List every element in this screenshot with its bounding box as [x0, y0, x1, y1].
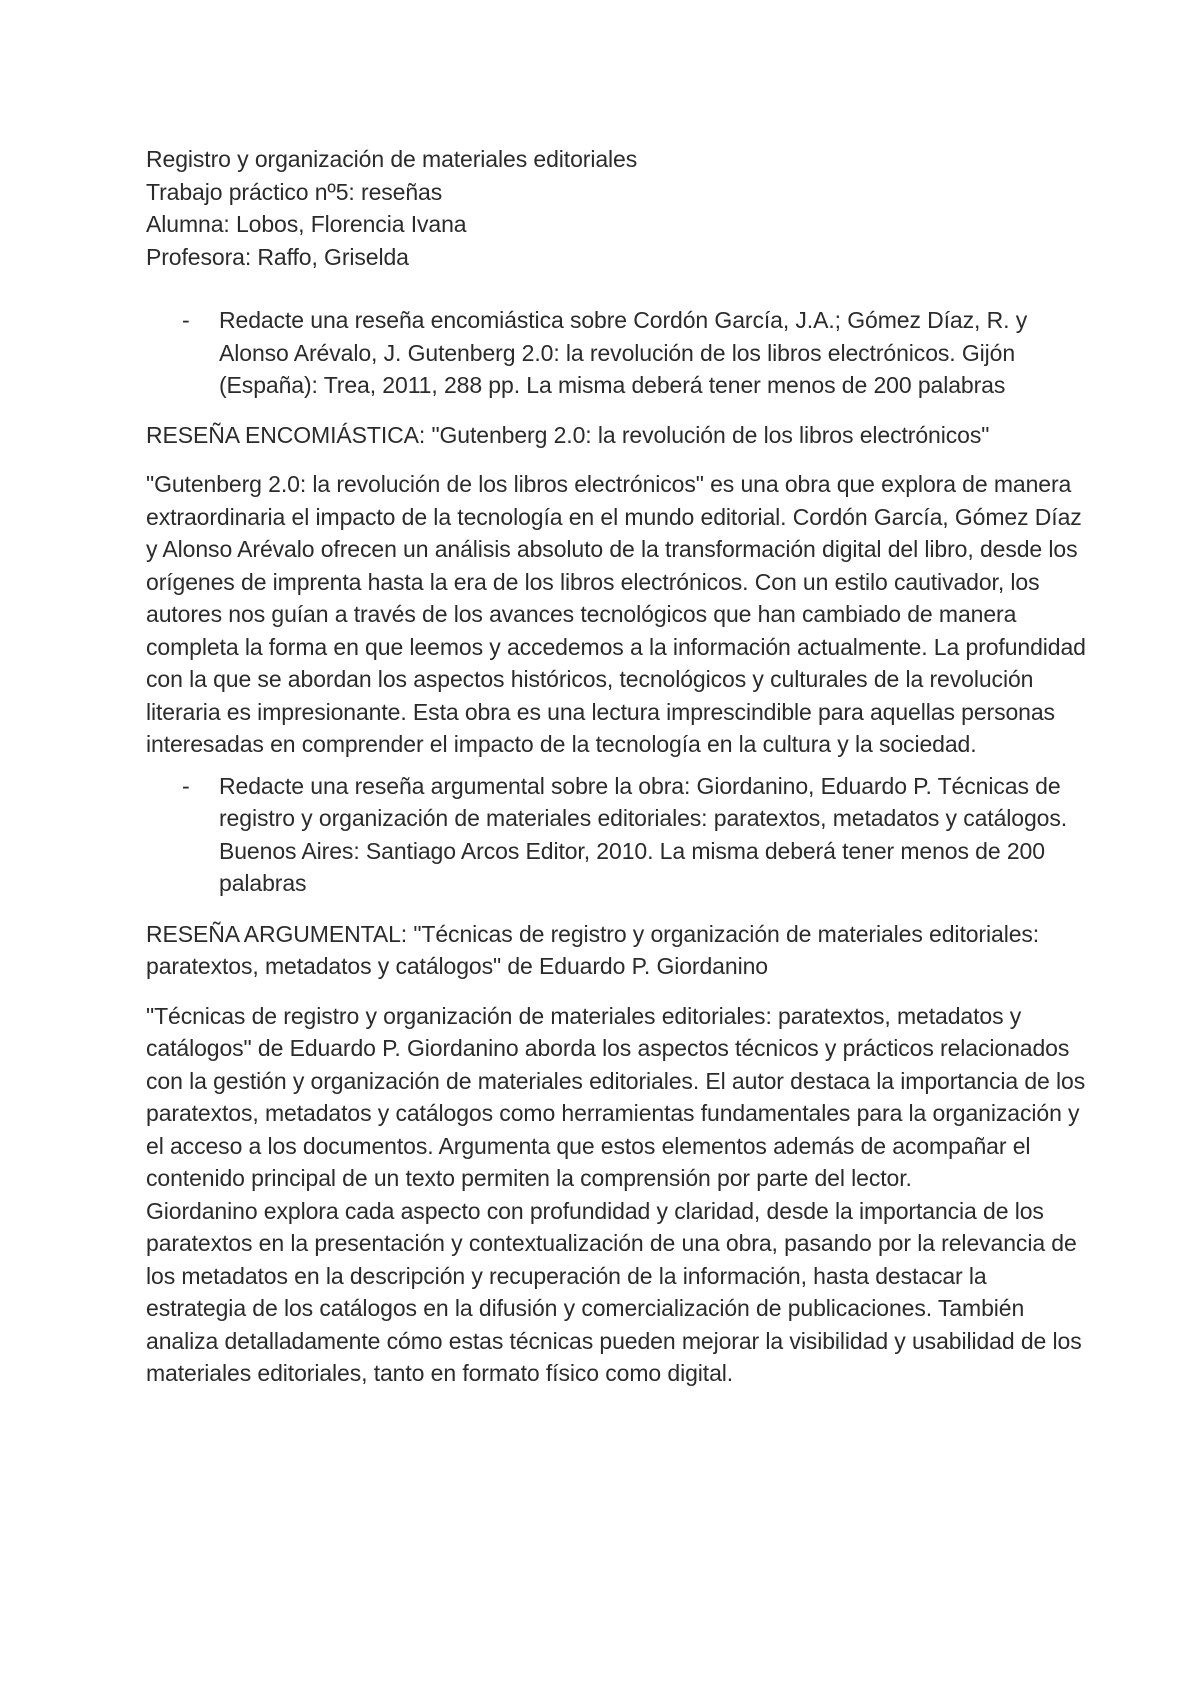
course-title: Registro y organización de materiales editoriales [146, 146, 638, 172]
list-bullet: - [182, 307, 190, 333]
review-body-2-paragraph-1: "Técnicas de registro y organización de materiales editoriales: paratextos, metadatos y catálogos" de Eduardo P. Giordanino aborda los aspectos técnicos y prácticos relacionados con la gestión y organización de materiales editoriales. El autor destaca la importancia de los paratextos, metadatos y catálogos como herramientas fundamentales para la organización y el acceso a los documentos. Argumenta que estos elementos además de acompañar el contenido principal de un texto permiten la comprensión por parte del lector. [146, 1002, 1086, 1191]
task-text: Redacte una reseña argumental sobre la obra: Giordanino, Eduardo P. Técnicas de registro y organización de materiales editoriales: paratextos, metadatos y catálogos. Buenos Aires: Santiago Arcos Editor, 2010. La misma deberá tener menos de 200 palabras [219, 772, 1068, 896]
review-body-1: "Gutenberg 2.0: la revolución de los libros electrónicos" es una obra que explora de manera extraordinaria el impacto de la tecnología en el mundo editorial. Cordón García, Gómez Díaz y Alonso Arévalo ofrecen un análisis absoluto de la transformación digital del libro, desde los orígenes de imprenta hasta la era de los libros electrónicos. Con un estilo cautivador, los autores nos guían a través de los avances tecnológicos que han cambiado de manera completa la forma en que leemos y accedemos a la información actualmente. La profundidad con la que se abordan los aspectos históricos, tecnológicos y culturales de la revolución literaria es impresionante. Esta obra es una lectura imprescindible para aquellas personas interesadas en comprender el impacto de la tecnología en la cultura y la sociedad. [146, 471, 1086, 757]
task-item-2 [146, 770, 1086, 900]
task-text: Redacte una reseña encomiástica sobre Cordón García, J.A.; Gómez Díaz, R. y Alonso Arévalo, J. Gutenberg 2.0: la revolución de los libros electrónicos. Gijón (España): Trea, 2011, 288 pp. La misma deberá tener menos de 200 palabras [219, 307, 1028, 398]
student-name: Alumna: Lobos, Florencia Ivana [146, 211, 467, 237]
review-heading-2: RESEÑA ARGUMENTAL: "Técnicas de registro y organización de materiales editoriales: paratextos, metadatos y catálogos" de Eduardo P. Giordanino [146, 920, 1040, 979]
list-bullet: - [182, 772, 190, 799]
review-heading-1: RESEÑA ENCOMIÁSTICA: "Gutenberg 2.0: la revolución de los libros electrónicos" [146, 421, 990, 448]
teacher-name: Profesora: Raffo, Griselda [146, 243, 409, 270]
task-item-1 [146, 304, 1086, 402]
assignment-title: Trabajo práctico nº5: reseñas [146, 178, 443, 205]
review-body-2-paragraph-2: Giordanino explora cada aspecto con profundidad y claridad, desde la importancia de los paratextos en la presentación y contextualización de una obra, pasando por la relevancia de los metadatos en la descripción y recuperación de la información, hasta destacar la estrategia de los catálogos en la difusión y comercialización de publicaciones. También analiza detalladamente cómo estas técnicas pueden mejorar la visibilidad y usabilidad de los materiales editoriales, tanto en formato físico como digital. [146, 1197, 1082, 1386]
document-page [146, 143, 1086, 1390]
document-header [146, 143, 1086, 273]
